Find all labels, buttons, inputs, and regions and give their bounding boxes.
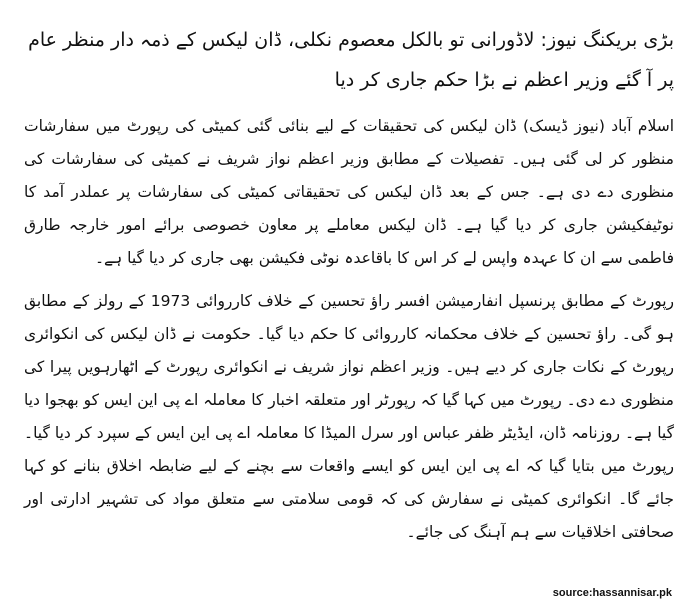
source-credit: source:hassannisar.pk — [552, 587, 672, 599]
paragraph-1: اسلام آباد (نیوز ڈیسک) ڈان لیکس کی تحقیقات کے لیے بنائی گئی کمیٹی کی رپورٹ میں سفارشات منظور کر لی گئی ہیں۔ تفصیلات کے مطابق وزیر اعظم نواز شریف نے کمیٹی کی سفارشات کی منظوری دے دی ہے۔ جس کے بعد ڈان لیکس کی تحقیقاتی کمیٹی کی سفارشات پر عملدر آمد کا نوٹیفکیشن جاری کر دیا گیا ہے۔ ڈان لیکس معاملے پر معاون خصوصی برائے امور خارجہ طارق فاطمی سے ان کا عہدہ واپس لے کر اس کا باقاعدہ نوٹی فکیشن بھی جاری کر دیا گیا ہے۔ — [24, 117, 674, 267]
paragraph-2: رپورٹ کے مطابق پرنسپل انفارمیشن افسر راؤ تحسین کے خلاف کارروائی 1973 کے رولز کے مطابق ہو گی۔ راؤ تحسین کے خلاف محکمانہ کارروائی کا حکم دیا گیا۔ حکومت نے ڈان لیکس کی انکوائری رپورٹ کے نکات جاری کر دیے ہیں۔ وزیر اعظم نواز شریف نے انکوائری رپورٹ کے اٹھارہویں پیرا کی منظوری دے دی۔ رپورٹ میں کہا گیا کہ رپورٹر اور متعلقہ اخبار کا معاملہ اے پی این ایس کو بھجوا دیا گیا ہے۔ روزنامہ ڈان، ایڈیٹر ظفر عباس اور سرل المیڈا کا معاملہ اے پی این ایس کے سپرد کر دیا گیا۔ رپورٹ میں بتایا گیا کہ اے پی این ایس کو ایسے واقعات سے بچنے کے لیے ضابطہ اخلاق بنانے کو کہا جائے گا۔ انکوائری کمیٹی نے سفارش کی کہ قومی سلامتی سے متعلق مواد کی تشہیر ادارتی اور صحافتی اخلاقیات سے ہم آہنگ کی جائے۔ — [24, 292, 674, 541]
article — [24, 20, 674, 559]
headline: بڑی بریکنگ نیوز: لاڈورانی تو بالکل معصوم نکلی، ڈان لیکس کے ذمہ دار منظر عام پر آ گئے وزیر اعظم نے بڑا حکم جاری کر دیا — [28, 29, 674, 91]
